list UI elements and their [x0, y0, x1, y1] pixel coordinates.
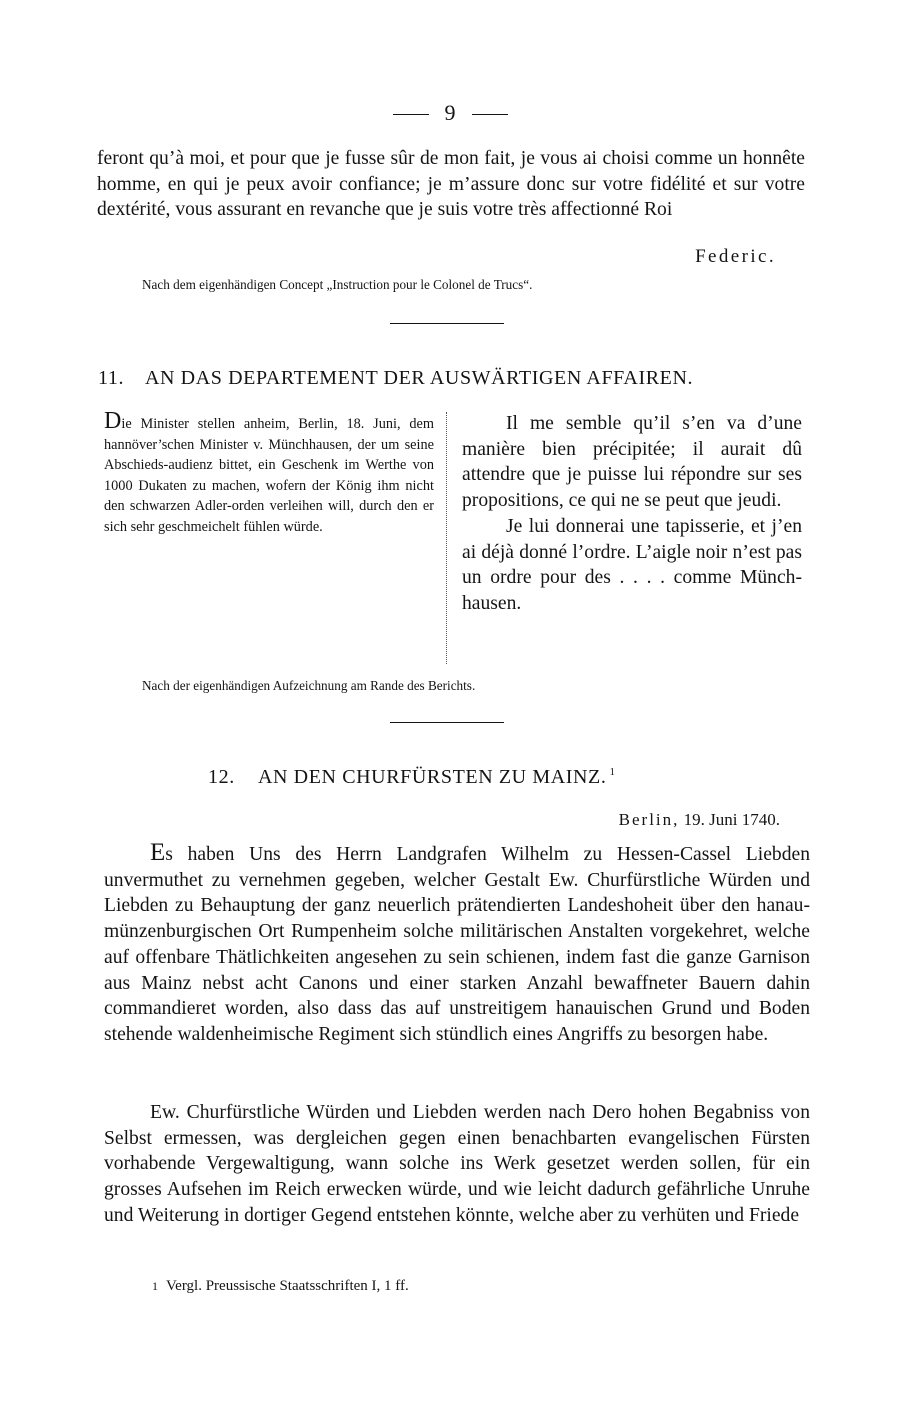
king-marginal-note	[462, 411, 802, 617]
letter-closing-paragraph: feront qu’à moi, et pour que je fusse sûr de mon fait, je vous ai choisi comme un honnête homme, en qui je peux avoir confiance; je m’assure donc sur votre fidélité et sur votre dextérité, vous assurant en revanche que je suis votre très affectionné Roi	[97, 148, 805, 221]
page-number	[0, 100, 900, 126]
section-divider	[390, 722, 504, 723]
section-11-title: AN DAS DEPARTEMENT DER AUSWÄRTIGEN AFFAIREN.	[145, 367, 694, 389]
column-divider	[446, 412, 447, 664]
footnote-mark: 1	[152, 1279, 158, 1293]
page-number-dash-right	[472, 114, 508, 115]
letter-paragraph-1-text: s haben Uns des Herrn Landgrafen Wilhelm zu Hessen-Cassel Liebden unvermuthet zu vernehmen gegeben, welcher Gestalt Ew. Churfürstliche Würden und Liebden zu Behauptung der ganz neuerlich prätendierten Landeshoheit über den hanau-münzenburgischen Ort Rumpenheim solche militärischen Anstalten vorgekehret, welche auf offenbare Thätlichkeiten angesehen zu sein schienen, indem fast die ganze Garnison aus Mainz nebst acht Canons und einer starken Anzahl bewaffneter Bauern dahin commandieret worden, also dass das auf unstreitigem hanauischen Grund und Boden stehende waldenheimische Regiment sich stündlich eines Angriffs zu besorgen habe.	[104, 844, 810, 1045]
letter-paragraph-2: Ew. Churfürstliche Würden und Liebden werden nach Dero hohen Begabniss von Selbst ermessen, was dergleichen gegen einen benachbarten evangelischen Fürsten vorhabende Vergewaltigung, wann solche ins Werk gesetzet werden sollen, für ein grosses Aufsehen im Reich erwecken würde, und wie leicht dadurch gefährliche Unruhe und Weiterung in dortiger Gegend entstehen könnte, welche aber zu verhüten und Friede	[104, 1102, 810, 1226]
ministers-report-summary	[104, 408, 434, 537]
signature: Federic.	[695, 246, 776, 267]
source-note-concept: Nach dem eigenhändigen Concept „Instruction pour le Colonel de Trucs“.	[142, 277, 533, 292]
page-number-value: 9	[444, 100, 456, 125]
footnote-reference: 1	[609, 766, 616, 779]
section-divider	[390, 323, 504, 324]
footnote	[152, 1278, 409, 1295]
dateline-place: Berlin,	[618, 810, 680, 829]
source-note-margin: Nach der eigenhändigen Aufzeichnung am Rande des Berichts.	[142, 678, 476, 693]
letter-paragraph-1	[104, 840, 810, 1048]
page-number-dash-left	[393, 114, 429, 115]
drop-initial: E	[150, 839, 166, 866]
marginal-note-paragraph-2: Je lui donnerai une tapisserie, et j’en ai déjà donné l’ordre. L’aigle noir n’est pas un ordre pour des . . . . comme Münch-hausen.	[462, 515, 802, 614]
report-summary-text: ie Minister stellen anheim, Berlin, 18. Juni, dem hannöver’schen Minister v. Münchhausen, der um seine Abschieds-audienz bittet, ein Geschenk im Werthe von 1000 Dukaten zu machen, wofern der König ihm nicht den schwarzen Adler-orden verleihen will, durch den er sich sehr geschmeichelt fühlen würde.	[104, 416, 434, 535]
section-12-title-text: AN DEN CHURFÜRSTEN ZU MAINZ.	[258, 766, 607, 788]
section-12-title	[258, 766, 616, 789]
section-12-number: 12.	[208, 766, 235, 788]
drop-initial: D	[104, 408, 122, 434]
dateline-date: 19. Juni 1740.	[683, 810, 780, 829]
marginal-note-paragraph-1: Il me semble qu’il s’en va d’une manière bien précipitée; il aurait dû attendre que je puisse lui répondre sur ses propositions, ce qui ne se peut que jeudi.	[462, 413, 802, 512]
section-11-number: 11.	[98, 367, 125, 389]
footnote-text: Vergl. Preussische Staatsschriften I, 1 ff.	[166, 1278, 409, 1294]
dateline	[619, 810, 780, 830]
